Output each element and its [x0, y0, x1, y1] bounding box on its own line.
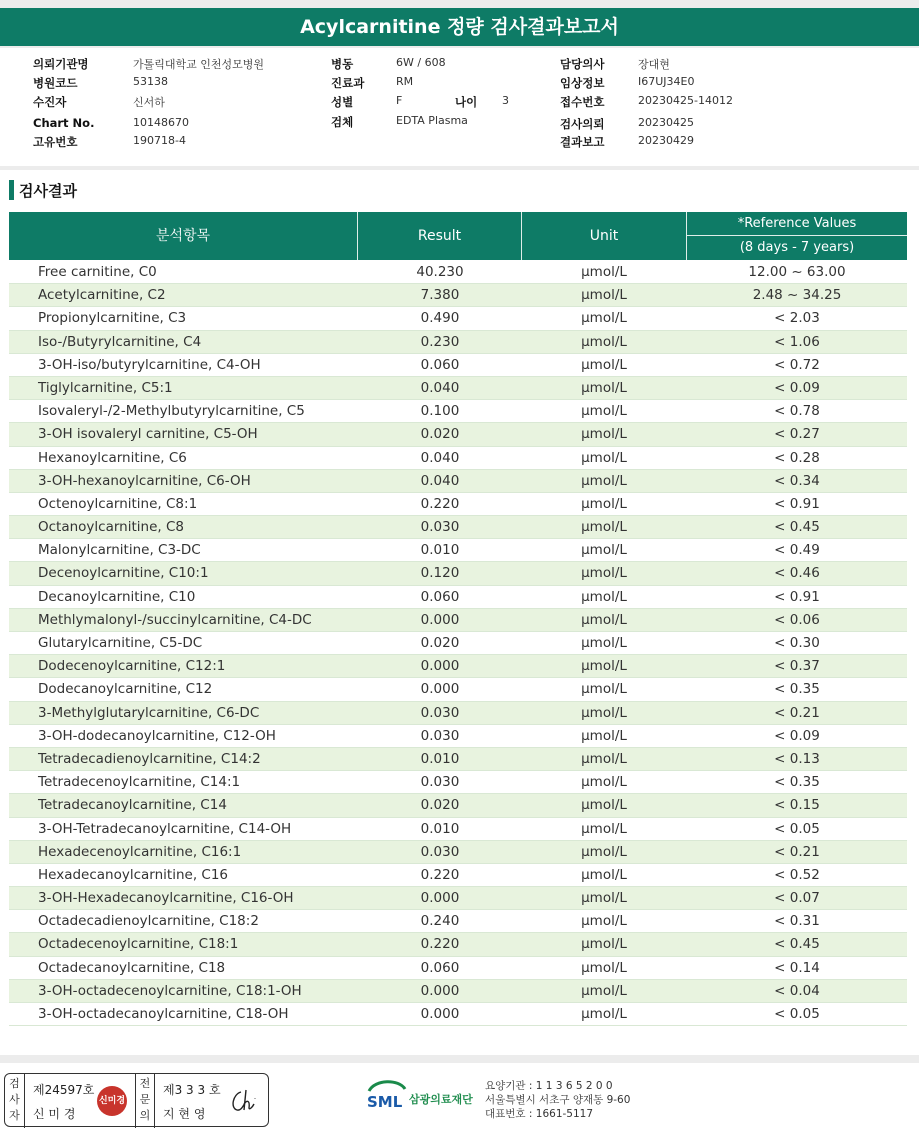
- info-value: 190718-4: [133, 134, 186, 147]
- specialist-label: 전 문 의: [135, 1074, 155, 1128]
- table-row: [9, 307, 907, 330]
- unit-value: µmol/L: [581, 379, 627, 396]
- analyte-name: Decenoylcarnitine, C10:1: [38, 565, 209, 582]
- table-row: [9, 864, 907, 887]
- institution-info: [485, 1079, 630, 1121]
- sml-logo-text: SML: [367, 1093, 403, 1111]
- unit-value: µmol/L: [581, 542, 627, 559]
- result-value: 0.100: [420, 403, 460, 420]
- reference-value: < 0.45: [774, 519, 820, 536]
- table-row: [9, 818, 907, 841]
- table-row: [9, 771, 907, 794]
- info-label: 나이: [455, 95, 478, 109]
- table-row: [9, 910, 907, 933]
- info-value: 10148670: [133, 116, 189, 129]
- tester-label: 검 사 자: [5, 1074, 25, 1128]
- analyte-name: Octenoylcarnitine, C8:1: [38, 495, 198, 512]
- footer: [0, 1063, 919, 1137]
- reference-value: < 0.91: [774, 495, 820, 512]
- result-value: 0.010: [420, 542, 460, 559]
- unit-value: µmol/L: [581, 890, 627, 907]
- info-value: RM: [396, 75, 414, 88]
- reference-value: < 0.31: [774, 913, 820, 930]
- result-value: 0.040: [420, 472, 460, 489]
- table-row: [9, 470, 907, 493]
- analyte-name: 3-OH isovaleryl carnitine, C5-OH: [38, 426, 258, 443]
- result-value: 0.010: [420, 820, 460, 837]
- unit-value: µmol/L: [581, 495, 627, 512]
- table-row: [9, 377, 907, 400]
- table-row: [9, 725, 907, 748]
- reference-value: < 0.21: [774, 843, 820, 860]
- info-label: 의뢰기관명: [33, 57, 89, 71]
- result-value: 0.030: [420, 704, 460, 721]
- info-label: 병원코드: [33, 76, 78, 90]
- table-row: [9, 655, 907, 678]
- institution-code: 요양기관 : 1 1 3 6 5 2 0 0: [485, 1080, 613, 1092]
- info-label: 결과보고: [560, 135, 605, 149]
- result-value: 0.000: [420, 890, 460, 907]
- results-table-header: [9, 212, 907, 260]
- unit-value: µmol/L: [581, 843, 627, 860]
- unit-value: µmol/L: [581, 426, 627, 443]
- signature-icon: [227, 1086, 263, 1116]
- unit-value: µmol/L: [581, 1006, 627, 1022]
- table-row: [9, 539, 907, 562]
- unit-value: µmol/L: [581, 310, 627, 327]
- table-row: [9, 748, 907, 771]
- info-value: 3: [502, 94, 509, 107]
- reference-value: < 0.04: [774, 982, 820, 999]
- info-label: 임상정보: [560, 76, 605, 90]
- unit-value: µmol/L: [581, 287, 627, 304]
- result-value: 7.380: [420, 287, 460, 304]
- result-value: 0.060: [420, 356, 460, 373]
- table-row: [9, 400, 907, 423]
- table-row: [9, 887, 907, 910]
- header-result: Result: [358, 212, 522, 260]
- result-value: 0.240: [420, 913, 460, 930]
- results-panel: [0, 170, 919, 1055]
- reference-value: < 0.72: [774, 356, 820, 373]
- unit-value: µmol/L: [581, 727, 627, 744]
- analyte-name: 3-OH-iso/butyrylcarnitine, C4-OH: [38, 356, 261, 373]
- analyte-name: Decanoylcarnitine, C10: [38, 588, 196, 605]
- info-value: F: [396, 94, 403, 107]
- unit-value: µmol/L: [581, 913, 627, 930]
- unit-value: µmol/L: [581, 588, 627, 605]
- analyte-name: 3-OH-Tetradecanoylcarnitine, C14-OH: [38, 820, 292, 837]
- result-value: 0.060: [420, 588, 460, 605]
- analyte-name: Octanoylcarnitine, C8: [38, 519, 184, 536]
- analyte-name: 3-OH-dodecanoylcarnitine, C12-OH: [38, 727, 276, 744]
- info-value: EDTA Plasma: [396, 114, 468, 127]
- header-item: 분석항목: [9, 212, 358, 260]
- header-unit: Unit: [522, 212, 687, 260]
- unit-value: µmol/L: [581, 449, 627, 466]
- info-label: 검사의뢰: [560, 117, 605, 131]
- analyte-name: Malonylcarnitine, C3-DC: [38, 542, 201, 559]
- result-value: 0.030: [420, 727, 460, 744]
- result-value: 0.020: [420, 797, 460, 814]
- analyte-name: Iso-/Butyrylcarnitine, C4: [38, 333, 202, 350]
- reference-value: 12.00 ~ 63.00: [748, 264, 846, 280]
- unit-value: µmol/L: [581, 565, 627, 582]
- unit-value: µmol/L: [581, 774, 627, 791]
- result-value: 0.040: [420, 379, 460, 396]
- table-row: [9, 794, 907, 817]
- info-label: 고유번호: [33, 135, 78, 149]
- analyte-name: Glutarylcarnitine, C5-DC: [38, 635, 203, 651]
- table-row: [9, 1003, 907, 1026]
- result-value: 0.000: [420, 681, 460, 698]
- info-label: 담당의사: [560, 57, 605, 71]
- reference-value: < 0.15: [774, 797, 820, 814]
- analyte-name: Octadecadienoylcarnitine, C18:2: [38, 913, 259, 930]
- unit-value: µmol/L: [581, 472, 627, 489]
- info-value: I67UJ34E0: [638, 75, 695, 88]
- header-reference-age: (8 days - 7 years): [739, 240, 855, 255]
- analyte-name: Hexadecenoylcarnitine, C16:1: [38, 843, 242, 860]
- section-title: 검사결과: [19, 182, 77, 200]
- info-value: 20230425-14012: [638, 94, 733, 107]
- result-value: 0.120: [420, 565, 460, 582]
- table-row: [9, 632, 907, 655]
- info-value: 신서하: [133, 96, 165, 109]
- specialist-license: 제3 3 3 호: [163, 1083, 221, 1097]
- result-value: 0.000: [420, 982, 460, 999]
- reference-value: < 0.35: [774, 681, 820, 698]
- info-value: 6W / 608: [396, 56, 446, 69]
- result-value: 0.060: [420, 959, 460, 976]
- signature-box: [4, 1073, 269, 1127]
- section-marker: [9, 180, 14, 200]
- unit-value: µmol/L: [581, 750, 627, 767]
- organization-name: 삼광의료재단: [409, 1093, 473, 1106]
- analyte-name: Octadecanoylcarnitine, C18: [38, 959, 226, 976]
- reference-value: < 0.78: [774, 403, 820, 420]
- reference-value: < 0.35: [774, 774, 820, 791]
- info-label: 수진자: [33, 95, 67, 109]
- table-row: [9, 586, 907, 609]
- info-value: 20230429: [638, 134, 694, 147]
- table-row: [9, 980, 907, 1003]
- info-value: 20230425: [638, 116, 694, 129]
- analyte-name: Octadecenoylcarnitine, C18:1: [38, 936, 239, 953]
- unit-value: µmol/L: [581, 797, 627, 814]
- tester-license: 제24597호: [33, 1083, 95, 1097]
- reference-value: 2.48 ~ 34.25: [752, 287, 842, 304]
- result-value: 0.230: [420, 333, 460, 350]
- result-value: 0.220: [420, 936, 460, 953]
- specialist-name: 지 현 영: [163, 1107, 206, 1121]
- result-value: 0.030: [420, 774, 460, 791]
- analyte-name: Isovaleryl-/2-Methylbutyrylcarnitine, C5: [38, 403, 305, 420]
- reference-value: < 0.45: [774, 936, 820, 953]
- info-label: 성별: [331, 95, 354, 109]
- reference-value: < 0.07: [774, 890, 820, 907]
- analyte-name: Dodecanoylcarnitine, C12: [38, 681, 213, 698]
- reference-value: < 0.05: [774, 1006, 820, 1022]
- analyte-name: Methlymalonyl-/succinylcarnitine, C4-DC: [38, 611, 312, 628]
- reference-value: < 0.14: [774, 959, 820, 976]
- analyte-name: Free carnitine, C0: [38, 264, 157, 280]
- sml-logo-icon: [365, 1077, 409, 1111]
- reference-value: < 2.03: [774, 310, 820, 327]
- patient-info-panel: [0, 48, 919, 166]
- info-label: Chart No.: [33, 116, 95, 130]
- result-value: 0.000: [420, 611, 460, 628]
- result-value: 0.220: [420, 866, 460, 883]
- unit-value: µmol/L: [581, 519, 627, 536]
- reference-value: < 0.30: [774, 635, 820, 651]
- reference-value: < 0.49: [774, 542, 820, 559]
- analyte-name: 3-OH-octadecanoylcarnitine, C18-OH: [38, 1006, 289, 1022]
- institution-phone: 대표번호 : 1661-5117: [485, 1108, 594, 1120]
- result-value: 0.020: [420, 635, 460, 651]
- reference-value: < 0.46: [774, 565, 820, 582]
- table-row: [9, 423, 907, 446]
- analyte-name: 3-OH-hexanoylcarnitine, C6-OH: [38, 472, 251, 489]
- results-table-body: [9, 261, 907, 1026]
- reference-value: < 0.52: [774, 866, 820, 883]
- unit-value: µmol/L: [581, 704, 627, 721]
- table-row: [9, 957, 907, 980]
- header-reference: [687, 212, 907, 260]
- result-value: 0.000: [420, 1006, 460, 1022]
- analyte-name: 3-OH-octadecenoylcarnitine, C18:1-OH: [38, 982, 302, 999]
- reference-value: < 0.91: [774, 588, 820, 605]
- reference-value: < 0.34: [774, 472, 820, 489]
- info-label: 접수번호: [560, 95, 605, 109]
- info-label: 진료과: [331, 76, 365, 90]
- table-row: [9, 331, 907, 354]
- analyte-name: Hexadecanoylcarnitine, C16: [38, 866, 229, 883]
- unit-value: µmol/L: [581, 658, 627, 675]
- report-title: Acylcarnitine 정량 검사결과보고서: [0, 8, 919, 46]
- table-row: [9, 261, 907, 284]
- analyte-name: 3-OH-Hexadecanoylcarnitine, C16-OH: [38, 890, 294, 907]
- table-row: [9, 609, 907, 632]
- info-value: 53138: [133, 75, 168, 88]
- result-value: 0.030: [420, 843, 460, 860]
- info-value: 장대현: [638, 58, 670, 71]
- analyte-name: 3-Methylglutarylcarnitine, C6-DC: [38, 704, 260, 721]
- unit-value: µmol/L: [581, 635, 627, 651]
- unit-value: µmol/L: [581, 936, 627, 953]
- tester-name: 신 미 경: [33, 1107, 76, 1121]
- reference-value: < 0.09: [774, 727, 820, 744]
- result-value: 0.000: [420, 658, 460, 675]
- result-value: 0.020: [420, 426, 460, 443]
- table-row: [9, 354, 907, 377]
- unit-value: µmol/L: [581, 264, 627, 280]
- analyte-name: Hexanoylcarnitine, C6: [38, 449, 187, 466]
- table-row: [9, 562, 907, 585]
- reference-value: < 0.37: [774, 658, 820, 675]
- analyte-name: Tetradecanoylcarnitine, C14: [38, 797, 227, 814]
- result-value: 0.220: [420, 495, 460, 512]
- info-label: 병동: [331, 57, 354, 71]
- table-row: [9, 678, 907, 701]
- analyte-name: Tiglylcarnitine, C5:1: [38, 379, 173, 396]
- table-row: [9, 493, 907, 516]
- analyte-name: Propionylcarnitine, C3: [38, 310, 187, 327]
- analyte-name: Dodecenoylcarnitine, C12:1: [38, 658, 226, 675]
- institution-address: 서울특별시 서초구 양재동 9-60: [485, 1094, 631, 1106]
- analyte-name: Tetradecenoylcarnitine, C14:1: [38, 774, 241, 791]
- reference-value: < 0.09: [774, 379, 820, 396]
- reference-value: < 0.28: [774, 449, 820, 466]
- reference-value: < 0.21: [774, 704, 820, 721]
- reference-value: < 1.06: [774, 333, 820, 350]
- unit-value: µmol/L: [581, 982, 627, 999]
- result-value: 40.230: [416, 264, 464, 280]
- unit-value: µmol/L: [581, 820, 627, 837]
- result-value: 0.040: [420, 449, 460, 466]
- analyte-name: Acetylcarnitine, C2: [38, 287, 166, 304]
- tester-seal-icon: 신미경: [97, 1086, 127, 1116]
- unit-value: µmol/L: [581, 681, 627, 698]
- info-value: 가톨릭대학교 인천성모병원: [133, 58, 265, 71]
- table-row: [9, 447, 907, 470]
- result-value: 0.010: [420, 750, 460, 767]
- table-row: [9, 516, 907, 539]
- unit-value: µmol/L: [581, 866, 627, 883]
- unit-value: µmol/L: [581, 611, 627, 628]
- table-row: [9, 933, 907, 956]
- reference-value: < 0.06: [774, 611, 820, 628]
- table-row: [9, 841, 907, 864]
- unit-value: µmol/L: [581, 333, 627, 350]
- reference-value: < 0.05: [774, 820, 820, 837]
- result-value: 0.490: [420, 310, 460, 327]
- info-label: 검체: [331, 115, 354, 129]
- result-value: 0.030: [420, 519, 460, 536]
- header-reference-title: *Reference Values: [687, 212, 907, 236]
- unit-value: µmol/L: [581, 403, 627, 420]
- reference-value: < 0.13: [774, 750, 820, 767]
- table-row: [9, 284, 907, 307]
- table-row: [9, 702, 907, 725]
- analyte-name: Tetradecadienoylcarnitine, C14:2: [38, 750, 261, 767]
- unit-value: µmol/L: [581, 959, 627, 976]
- unit-value: µmol/L: [581, 356, 627, 373]
- reference-value: < 0.27: [774, 426, 820, 443]
